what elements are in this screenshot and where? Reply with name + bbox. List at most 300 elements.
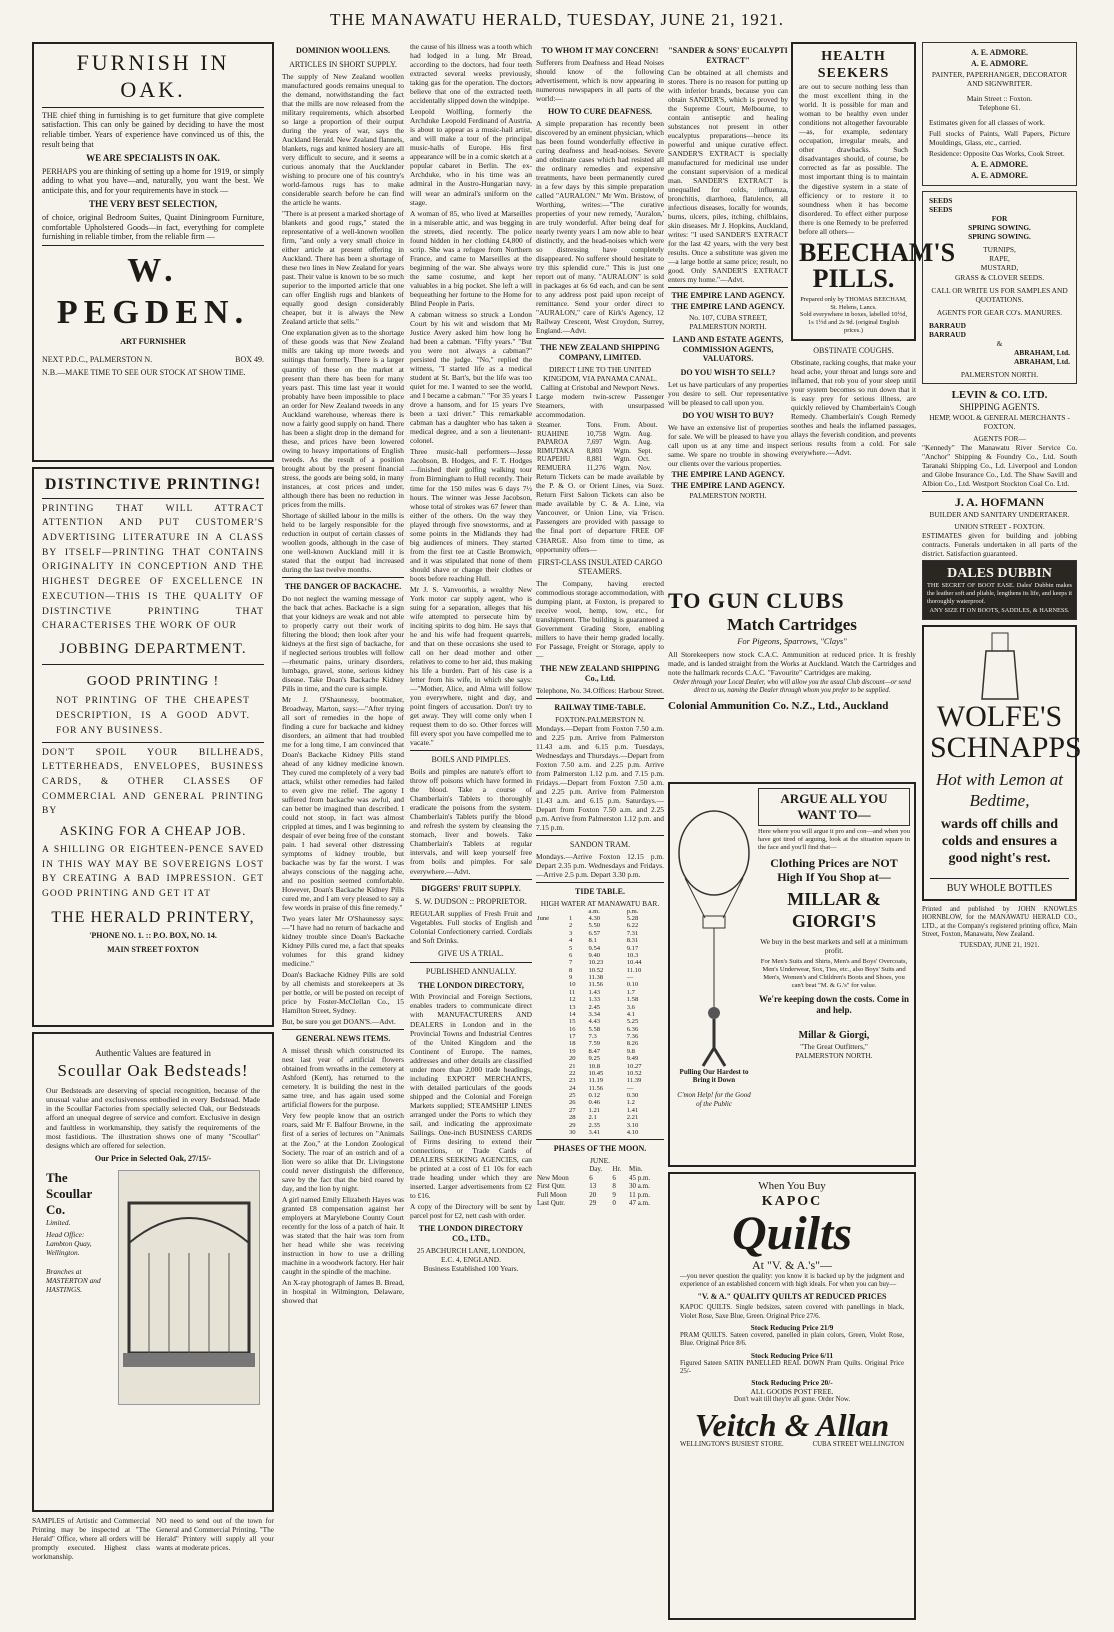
tide-row-cell: 20 <box>569 1055 576 1063</box>
tide-row <box>536 981 664 988</box>
tide-row-cell: 18 <box>569 1040 576 1048</box>
quilts-p2b: Stock Reducing Price 6/11 <box>750 1350 834 1360</box>
tide-row-cell: 6.22 <box>626 922 639 930</box>
moon-row <box>536 1199 664 1208</box>
tide-row-cell: 17 <box>569 1033 576 1041</box>
tide-row <box>536 967 664 974</box>
tide-row-cell <box>536 930 568 937</box>
shipping-col-2: From. <box>613 421 631 430</box>
moon-row-cell: 45 p.m. <box>629 1173 651 1182</box>
seeds-item-2: MUSTARD, <box>980 263 1019 273</box>
bedstead-illustration <box>118 1170 260 1405</box>
tide-row-cell <box>536 1114 568 1121</box>
backache-p3: Two years later Mr O'Shaunessy says:—"I have had no return of backache and kidney trouble since Doan's Backache Kidney Pills cured me, a fact that speaks volumes for this grand kidney medicine." <box>282 914 404 969</box>
tide-row-cell <box>536 922 568 929</box>
empire-t3: THE EMPIRE LAND AGENCY. <box>671 469 785 479</box>
tide-row-cell: 2.21 <box>626 1114 639 1122</box>
shipping-row-cell: Nov. <box>638 463 652 472</box>
moon-table-header <box>536 1165 664 1174</box>
tide-row-cell <box>536 1033 568 1040</box>
tide-row-cell: 13 <box>569 1003 576 1011</box>
tide-row <box>536 945 664 952</box>
tide-row-cell: 10.23 <box>588 959 604 967</box>
levin-sub: SHIPPING AGENTS. <box>959 402 1040 413</box>
railway-title: RAILWAY TIME-TABLE. <box>554 702 646 712</box>
pegden-box: BOX 49. <box>235 354 264 364</box>
millar-argue: ARGUE ALL YOU WANT TO— <box>758 788 910 826</box>
directory-co: THE LONDON DIRECTORY CO., LTD., <box>418 1224 524 1243</box>
tide-row <box>536 930 664 937</box>
tide-row-cell: 22 <box>569 1069 576 1077</box>
tide-row-cell: 4 <box>569 937 573 945</box>
directory-addr: 25 ABCHURCH LANE, LONDON, E.C. 4, ENGLAND. <box>416 1245 526 1264</box>
tide-row <box>536 937 664 944</box>
admore-st: Main Street :: Foxton. <box>966 93 1033 103</box>
woollens-title: DOMINION WOOLLENS. <box>295 46 391 55</box>
tide-row-cell <box>536 1063 568 1070</box>
tide-row-cell: 10.3 <box>626 951 639 959</box>
backache-p2: Mr J. O'Shaunessy, bootmaker, Broadway, Marton, says:—"After trying all sort of remedies in the hope of finding a cure for backache and kidney disorders, an ailment that had troubled me for a long time, I am convinced that Doan's Backache Kidney Pills stand ahead of any kidney medicine known. They cured me completely of a very bad attack, whilst other remedies had failed to even give me relief. The agony I suffered from backache was awful, and can better be imagined than described. I could not stoop, in fact was almost crippled at times, and I was beginning to despair of ever being free of the constant pain. I had several other distressing symptoms of kidney trouble, but backache was by far the worst. I was always conscious of the nagging ache, and no position seemed comfortable. However, Doan's Backache Kidney Pills cured me, and I am very pleased to say a few words in praise of this fine remedy." <box>282 695 404 913</box>
seeds-ad <box>922 191 1077 384</box>
shipping-row-cell: Aug. <box>638 438 652 447</box>
quilts-p1: KAPOC QUILTS. Single bedsizes, sateen covered with panellings in black, Violet Rose, Saxe Blue, Green. Original Price 27/6. <box>680 1304 904 1320</box>
dales-get: ANY SIZE IT ON BOOTS, SADDLES, & HARNESS. <box>929 607 1070 615</box>
tide-row-cell: 4.43 <box>588 1018 601 1026</box>
tide-row-cell <box>536 981 568 988</box>
moon-row-cell: 0 <box>612 1199 616 1208</box>
tide-row-cell: 8.1 <box>588 937 597 945</box>
admore-tel: Telephone 61. <box>978 102 1021 112</box>
tide-row <box>536 1055 664 1062</box>
tide-row-cell <box>536 1085 568 1092</box>
moon-row-cell: 29 <box>589 1199 597 1208</box>
seeds-b1: BARRAUD <box>929 320 966 330</box>
tide-row-cell: 2.1 <box>588 1114 597 1122</box>
seeds-item-3: GRASS & CLOVER SEEDS. <box>954 272 1045 282</box>
railway-sub: FOXTON-PALMERSTON N. <box>555 714 645 724</box>
tide-row-cell: 10.52 <box>626 1069 642 1077</box>
shipping-row-cell: 7,697 <box>586 438 603 447</box>
dales-body: THE SECRET OF BOOT EASE. Dales' Dubbin makes the leather soft and pliable, lengthens its life, and keeps it thoroughly waterproof. <box>927 582 1072 605</box>
shipping-col-3: About. <box>638 421 658 430</box>
tide-row-cell <box>536 1048 568 1055</box>
sanders-body: Can be obtained at all chemists and stores. There is no reason for putting up with inferior brands, because you can obtain SANDER'S, which is proved by the Supreme Court, Melbourne, to contain antiseptic and healing substances not present in other eucalyptus preparations—hence its powerful and unique curative effect. SANDER'S EXTRACT is specially manufactured for medicinal use under the constant supervision of a medical man. SANDER'S EXTRACT is unequalled for colds, influenza, bronchitis, diarrhoea, flatulence, all infectious diseases, locally for wounds, burns, ulcers, piles, itching, chilblains, skin diseases. Mr J. Hopkins, Auckland, writes: "I used SANDER'S EXTRACT for the last 42 years, with the very best results. Once a substitute was given me—a large bottle at same price; result, no good. Only SANDER'S EXTRACT enters my home."—Advt. <box>668 67 788 285</box>
hofmann-st: UNION STREET - FOXTON. <box>954 522 1045 532</box>
levin-title: LEVIN & CO. LTD. <box>951 388 1048 401</box>
bottle-illustration <box>930 631 1069 701</box>
shipping-tel: Telephone, No. 34. <box>536 685 593 695</box>
printing-body: PRINTING THAT WILL ATTRACT ATTENTION AND PUT CUSTOMER'S ADVERTISING LITERATURE IN A CLASS BY ITSELF—PRINTING THAT CONTAINS ORIGINALITY IN CONCEPTION AND THE HIGHEST DEGREE OF EXCELLENCE IN EXECUTION—THIS IS THE QUALITY OF DISTINCTIVE PRINTING THAT CHARACTERISES THE WORK OF OUR <box>42 503 264 632</box>
hofmann-sub: BUILDER AND SANITARY UNDERTAKER. <box>929 510 1070 520</box>
tide-row <box>536 1085 664 1092</box>
tide-row <box>536 1063 664 1070</box>
shipping-row-cell: 8,803 <box>586 446 603 455</box>
admore-res: Residence: Opposite Oas Works, Cook Street. <box>929 148 1065 158</box>
tide-row-cell <box>536 1070 568 1077</box>
millar-keep: We're keeping down the costs. Come in and help. <box>758 994 910 1016</box>
tram-body: Mondays.—Arrive Foxton 12.15 p.m. Depart 2.35 p.m. Wednesdays and Fridays.—Arrive 2.5 p.m. Depart 3.30 p.m. <box>536 851 664 879</box>
general-p3: A girl named Emily Elizabeth Hayes was granted £8 compensation against her employers at Marylebone County Court recently for the loss of a patch of hair. It was stated that the hair was torn from her head while she was receiving instruction in how to use a drilling machine in a woodwork factory. Her hair caught in the spindle of the machine. <box>282 1194 404 1276</box>
wolfe-wards: wards off chills and colds and ensures a good night's rest. <box>940 817 1059 867</box>
tide-sub: HIGH WATER AT MANAWATU BAR. <box>540 898 660 908</box>
tide-row-cell: 11.38 <box>588 974 604 982</box>
moon-row-cell: 9 <box>612 1190 616 1199</box>
mid-p3: A woman of 85, who lived at Marseilles in a miserable attic, and was begging in the streets, died recently. The police found hidden in her clothing £4,800 of scrip. She was a refugee from Northern France, and came to Marseilles at the beginning of the war. She always wore the same costume, and kept her valuables in a big pocket. She left a will bequeathing her fortune to the Home for Blind People in Paris. <box>410 208 532 308</box>
tide-row-cell: 7.36 <box>626 1033 639 1041</box>
quilts-p3b: Stock Reducing Price 20/- <box>751 1378 833 1388</box>
moon-col-0 <box>536 1165 588 1174</box>
tide-row-cell: 3.34 <box>588 1010 601 1018</box>
beechams-prep: Prepared only by THOMAS BEECHAM, St. Helens, Lancs. <box>800 295 907 311</box>
tide-col-0 <box>536 908 568 915</box>
tide-row-cell: 9 <box>569 974 573 982</box>
tide-row-cell: 11.56 <box>588 981 604 989</box>
tide-row-cell: 16 <box>569 1025 576 1033</box>
column-6 <box>922 42 1082 950</box>
mid-p1: the cause of his illness was a tooth which had lodged in a lung. Mr Bread, according to the doctors, had four teeth extracted several weeks previously, taking gas for the operation. The doctors believe that one of the extracted teeth accidentally slipped down the windpipe. <box>410 42 532 106</box>
tide-row-cell: 11 <box>569 988 576 996</box>
hofmann-body: ESTIMATES given for building and jobbing contracts. Funerals undertaken in all parts of the district. Satisfaction guaranteed. <box>922 531 1077 559</box>
millar-outfit: "The Great Outfitters," <box>800 1042 868 1052</box>
furnish-p3: of choice, original Bedroom Suites, Quaint Diningroom Furniture, comfortable Upholstered Goods—in fact, everything for complete furnishing in reliable timber, from the reliable firm — <box>42 212 264 242</box>
moon-row-cell: 11 p.m. <box>629 1190 650 1199</box>
moon-row-cell: 8 <box>612 1182 616 1191</box>
backache-title: THE DANGER OF BACKACHE. <box>284 582 402 592</box>
seeds-s1: SPRING SOWING. <box>968 223 1031 233</box>
shipping-row <box>536 438 664 447</box>
wolfe-buy: BUY WHOLE BOTTLES <box>946 882 1053 894</box>
millar-list: For Men's Suits and Shirts, Men's and Boys' Overcoats, Men's Underwear, Sox, Ties, etc., also Boys' Suits and Men's, Women's and Children's Boots and Shoes, you can't beat "M. & G.'s" for value. <box>760 958 908 990</box>
tide-row-cell: 2 <box>569 922 573 930</box>
moon-row <box>536 1174 664 1183</box>
empire-t4: THE EMPIRE LAND AGENCY. <box>671 480 785 490</box>
directory-est: Business Established 100 Years. <box>423 1263 519 1273</box>
quilts-p1b: Stock Reducing Price 21/9 <box>750 1322 834 1332</box>
mid-p2: Leopold Wolfling, formerly the Archduke Leopold Ferdinand of Austria, is about to appear as a music-hall artist, and will make a tour of the principal music-halls of Europe. His first appearance will be in a comic sketch at a popular cabaret in Berlin. The ex-Archduke, who in his time was an admiral in the Austro-Hungarian navy, will wear an admiral's uniform on the stage. <box>410 107 532 207</box>
moon-row-cell: Full Moon <box>537 1190 567 1199</box>
samples-notice: SAMPLES of Artistic and Commercial Printing may be inspected at "The Herald" Office, where all orders will be promptly executed. Highest class workmanship. <box>32 1516 150 1561</box>
admore-stock: Full stocks of Paints, Wall Papers, Picture Mouldings, Glass, etc., carried. <box>929 128 1070 147</box>
scoullar-office: Head Office: Lambton Quay, Wellington. <box>46 1229 92 1257</box>
shipping-row-cell: Wgtn. <box>613 429 631 438</box>
scoullar-limited: Limited. <box>46 1217 71 1227</box>
tide-row-cell: 1.7 <box>626 988 635 996</box>
tide-row-cell: 1 <box>569 915 573 923</box>
tide-row-cell: — <box>626 1084 634 1092</box>
tide-row-cell: 28 <box>569 1114 576 1122</box>
coughs-body: Obstinate, racking coughs, that make your head ache, your throat and lungs sore and inflamed, that rob you of your sleep until your system becomes so run down that it is easy prey for serious illness, are quickly relieved by Chamberlain's Cough Remedy. Chamberlain's Cough Remedy soothes and heals the inflamed passages, allays the feverish condition, and prevents serious results from a cold. For sale everywhere.—Advt. <box>791 357 916 457</box>
moon-col-1: Day. <box>589 1165 603 1174</box>
tide-row-cell: 9.8 <box>626 1047 635 1055</box>
quilts-ad <box>668 1172 916 1620</box>
tide-row-cell <box>536 996 568 1003</box>
tide-row-cell <box>536 1004 568 1011</box>
moon-row-cell: 20 <box>589 1190 597 1199</box>
directory-copy: A copy of the Directory will be sent by parcel post for £2, nett cash with order. <box>410 1202 532 1221</box>
levin-agents: AGENTS FOR— <box>973 434 1026 444</box>
moon-col-3: Min. <box>629 1165 643 1174</box>
shipping-calling: Calling at Cristobal and Newport News. <box>540 382 660 392</box>
quilts-title: Quilts <box>731 1207 853 1261</box>
tide-row <box>536 1129 664 1136</box>
general-p2: Very few people know that an ostrich roars, said Mr F. Balfour Browne, in the first of a series of lectures on "Animals at the Zoo," at the London Zoological Society. The roar of an ostrich and of a lion were so alike that Dr. Livingstone could never distinguish the difference, save by the fact that the bird roared by day, and the lion by night. <box>282 1111 404 1193</box>
tide-row-cell: 8 <box>569 966 573 974</box>
tide-row-cell: 25 <box>569 1092 576 1100</box>
seeds-item-1: RAPE, <box>989 254 1010 264</box>
shipping-title: THE NEW ZEALAND SHIPPING COMPANY, LIMITED. <box>540 343 660 363</box>
seeds-a1: ABRAHAM, Ltd. <box>1013 347 1070 357</box>
moon-row-cell: New Moon <box>537 1173 569 1182</box>
pegden-name: W. PEGDEN. <box>56 252 250 331</box>
seeds-s2: SPRING SOWING. <box>968 232 1031 242</box>
seeds-town: PALMERSTON NORTH. <box>960 369 1039 379</box>
tide-row-cell: 1.41 <box>626 1106 639 1114</box>
tide-row <box>536 1004 664 1011</box>
tide-row-cell: 3.10 <box>626 1121 639 1129</box>
tide-row <box>536 1107 664 1114</box>
directory-head: PUBLISHED ANNUALLY. <box>425 966 517 976</box>
health-body: are out to secure nothing less than the most excellent thing in the world. It is possible for man and woman to be healthy even under conditions not altogether favourable—as, for example, sedentary occupation, irregular meals, and other drawbacks. Such disadvantages should, of course, be corrected as far as possible. The most important thing is to maintain the digestive system in a state of efficiency or to restore it to soundness when it has become disordered. To effect either purpose there is one Remedy to be preferred before all others— <box>799 82 908 236</box>
moon-row-cell: 47 a.m. <box>629 1199 650 1208</box>
moon-title: PHASES OF THE MOON. <box>553 1144 647 1154</box>
shipping-row-cell: Wgtn. <box>613 455 631 464</box>
printing-body2: DON'T SPOIL YOUR BILLHEADS, LETTERHEADS, ENVELOPES, BUSINESS CARDS, & OTHER CLASSES OF COMMERCIAL AND GENERAL PRINTING BY <box>42 747 264 817</box>
tide-row-cell <box>536 1018 568 1025</box>
admore-n1: A. E. ADMORE. <box>970 48 1029 57</box>
tide-row-cell: 5.28 <box>626 915 639 923</box>
empire-addr2: PALMERSTON NORTH. <box>689 491 767 501</box>
shipping-row-cell: REMUERA <box>537 463 572 472</box>
admore-n2: A. E. ADMORE. <box>970 58 1029 68</box>
diggers-title: DIGGERS' FRUIT SUPPLY. <box>421 883 521 893</box>
tide-row-cell <box>536 1040 568 1047</box>
woollens-p3: One explanation given as to the shortage of these goods was that New Zealand mills are taking up more tweeds and suitings than formerly. There is a larger quantity of these on the market at present than there has been for many years past. This time last year it would probably have been impossible to place an order for New Zealand tweeds in any Auckland warehouse, whereas there is now a fairly good supply on hand. There has been a slight drop in the demand for these, and prices have been lowered owing to heavy importations of English tweeds. As the result of a position brought about by the present financial stress, the goods are being sold, in many instances, at cost prices and under, although there has been no reduction in prices from the mills. <box>282 328 404 509</box>
moon-row-cell: 13 <box>589 1182 597 1191</box>
general-p1: A missel thrush which constructed its nest last year of artificial flowers obtained from wreaths in the cemetery at Ashford (Kent), has returned to the cemetery. It is building the nest in the same tree, and has again used some artificial flowers for the purpose. <box>282 1046 404 1110</box>
pegden-trade: ART FURNISHER <box>120 337 186 347</box>
shipping-table-header <box>536 421 664 430</box>
tide-row-cell <box>536 1107 568 1114</box>
hofmann-title: J. A. HOFMANN <box>954 495 1045 510</box>
tide-row-cell: 9.40 <box>588 951 601 959</box>
shipping-row-cell: 10,758 <box>586 429 606 438</box>
tide-row-cell: 7.3 <box>588 1033 597 1041</box>
tide-row <box>536 1122 664 1129</box>
veitch-allan: Veitch & Allan <box>694 1406 890 1443</box>
seeds-amp: & <box>996 338 1003 348</box>
quilts-free: ALL GOODS POST FREE. <box>750 1387 834 1397</box>
tide-row-cell: 1.43 <box>588 988 601 996</box>
moon-row-cell: First Qutr. <box>537 1182 566 1191</box>
printing-good: GOOD PRINTING ! <box>86 674 220 690</box>
tide-row-cell: 9.17 <box>626 944 639 952</box>
tide-row-cell: 7 <box>569 959 573 967</box>
balloon-illustration <box>674 788 754 1128</box>
admore-n4: A. E. ADMORE. <box>970 170 1029 180</box>
tide-row <box>536 959 664 966</box>
gun-title: TO GUN CLUBS <box>668 588 845 613</box>
tide-row-cell: 19 <box>569 1047 576 1055</box>
printing-body3: A SHILLING OR EIGHTEEN-PENCE SAVED IN THIS WAY MAY BE SOVEREIGNS LOST BY CREATING A BAD IMPRESSION. GET GOOD PRINTING AND GET IT AT <box>42 844 264 900</box>
tide-row-cell: 4.10 <box>626 1128 639 1136</box>
imprint-date: TUESDAY, JUNE 21, 1921. <box>959 941 1040 950</box>
tide-row-cell: 12 <box>569 996 576 1004</box>
scoullar-price: Our Price in Selected Oak, 27/15/- <box>94 1154 212 1164</box>
shipping-line: DIRECT LINE TO THE UNITED KINGDOM, VIA PANAMA CANAL. <box>543 364 657 383</box>
tide-row-cell: 9.54 <box>588 944 601 952</box>
tide-row-cell: 2.35 <box>588 1121 601 1129</box>
masthead: THE MANAWATU HERALD, TUESDAY, JUNE 21, 1921. <box>329 10 785 29</box>
admore-trade: PAINTER, PAPERHANGER, DECORATOR AND SIGNWRITER. <box>931 69 1068 88</box>
seeds-agents: AGENTS FOR GEAR CO's. MANURES. <box>936 307 1063 317</box>
shipping-row-cell: Aug. <box>638 429 652 438</box>
printing-title: DISTINCTIVE PRINTING! <box>44 476 262 493</box>
scoullar-body: Our Bedsteads are deserving of special recognition, because of the unusual value and exclusiveness embodied in every Bedstead. Made in the Scoullar Factories from specially selected Oak, our Bedsteads afford an unequal degree of service and comfort. Exclusive in design and faultless in workmanship, they satisfy the requirements of the most fastidious. The illustration shows one of many "Scoullar" designs which are offered for selection. <box>46 1085 260 1151</box>
shipping-row-cell: Wgtn. <box>613 446 631 455</box>
gun-co: Colonial Ammunition Co. N.Z., Ltd., Auckland <box>668 699 889 712</box>
empire-body1: Let us have particulars of any properties you desire to sell. Our representative will be pleased to call upon you. <box>668 379 788 407</box>
tide-row-cell: 10.52 <box>588 966 604 974</box>
millar-town: PALMERSTON NORTH. <box>795 1051 873 1061</box>
admore-ad <box>922 42 1077 186</box>
moon-row-cell: 6 <box>589 1173 593 1182</box>
tide-row <box>536 974 664 981</box>
beechams-sold: Sold everywhere in boxes, labelled 10½d, 1s 1½d and 2s 9d. (original English prices.) <box>799 311 908 334</box>
wolfe-title: WOLFE'S SCHNAPPS <box>930 699 1082 765</box>
tide-row-cell: 30 <box>569 1128 576 1136</box>
sanders-title: "SANDER & SONS' EUCALYPTI EXTRACT" <box>668 46 788 65</box>
tide-row-cell <box>536 1026 568 1033</box>
shipping-row-cell: RIMUTAKA <box>537 446 575 455</box>
tide-row-cell: 0.30 <box>626 1092 639 1100</box>
tide-row-cell <box>536 937 568 944</box>
tide-row-cell: 0.12 <box>588 1092 601 1100</box>
seeds-item-0: TURNIPS, <box>983 245 1016 255</box>
tide-row-cell: 11.39 <box>626 1077 642 1085</box>
tide-row-cell <box>536 959 568 966</box>
tide-row-cell: 1.21 <box>588 1106 601 1114</box>
millar-name: MILLAR & GIORGI'S <box>787 889 881 932</box>
furnish-p1: THE chief thing in furnishing is to get furniture that give complete satisfaction. This can only be gained by deciding to have the most reliable timber. Years of experience have convinced us of this, the result being that <box>42 110 264 149</box>
shipping-row-cell: 8,881 <box>586 455 603 464</box>
seeds-for: FOR <box>991 214 1008 224</box>
tide-row-cell: 6.36 <box>626 1025 639 1033</box>
concern-body: Sufferers from Deafness and Head Noises should know of the following advertisement, which is now appearing in numerous newspapers in all parts of the world:— <box>536 57 664 103</box>
quilts-body: —you never question the quality: you know it is backed up by the judgment and experience of an established concern with high ideals. For when you can buy— <box>680 1273 904 1289</box>
quilts-reduced: "V. & A." QUALITY QUILTS AT REDUCED PRICES <box>697 1291 887 1301</box>
furnish-ad <box>32 42 274 462</box>
scoullar-branches: Branches at MASTERTON and HASTINGS. <box>46 1266 101 1294</box>
tide-row <box>536 1018 664 1025</box>
millar-help: C'mon Help! for the Good of the Public <box>677 1091 751 1108</box>
tide-row-cell: 5.50 <box>588 922 601 930</box>
tide-row-cell: 10.8 <box>588 1062 601 1070</box>
tide-row-cell: 21 <box>569 1062 576 1070</box>
mid-p6: Mr J. S. Vanvoorhis, a wealthy New York motor car supply agent, who is suing for a separation, alleges that his wife attempted to persecute him by inciting spirits to dog him. He says that he and his wife had frequent quarrels, and that on these occasions she used to call on her dead mother and other relatives to come to her aid, thus making his life a burden. Part of his case is a letter from his wife, in which she says:—"Mother, Alice, and Alma will follow you everywhere, night and day, and point fingers of accusation. Don't try to get away. They will come only when I request them to do so. Other forces will fill every spot you have compelled me to vacate." <box>410 584 532 748</box>
tide-row-cell: 4.30 <box>588 915 601 923</box>
tide-row-cell: 1.2 <box>626 1099 635 1107</box>
tide-row-cell: 11.19 <box>588 1077 604 1085</box>
millar-ad <box>668 782 916 1167</box>
tide-row-cell <box>536 1077 568 1084</box>
empire-sell: DO YOU WISH TO SELL? <box>680 368 776 378</box>
tide-row-cell <box>536 1099 568 1106</box>
tide-row-cell: 10.45 <box>588 1069 604 1077</box>
shipping-table <box>536 421 664 472</box>
printing-cheap: ASKING FOR A CHEAP JOB. <box>59 823 247 839</box>
tide-row-cell <box>536 1011 568 1018</box>
tide-row-cell: 0.46 <box>588 1099 601 1107</box>
millar-sign: Millar & Giorgi, <box>798 1030 870 1042</box>
tide-row <box>536 915 664 922</box>
shipping-row-cell: PAPAROA <box>537 438 569 447</box>
tide-row-cell <box>536 1092 568 1099</box>
millar-argue-sub: Here where you will argue it pro and con—and when you have got tired of arguing, look at the situation square in the face and you'll find that— <box>758 827 910 851</box>
shipping-body: Return Tickets can be made available by the P. & O. or Orient Lines, via Suez. Return First Saloon Tickets can also be made available by C. & A. Line, via Vancouver, or Union Line, via 'Frisco. Passengers are provided with passage to the final port of departure FREE OF CHARGE. Also from time to time, as opportunity offers— <box>536 472 664 554</box>
printing-name: THE HERALD PRINTERY, <box>51 908 255 926</box>
tide-row <box>536 952 664 959</box>
shipping-cargo: FIRST-CLASS INSULATED CARGO STEAMERS. <box>537 557 663 577</box>
general-p4: An X-ray photograph of James B. Bread, in hospital in Wilmington, Delaware, showed that <box>282 1277 404 1306</box>
boils-title: BOILS AND PIMPLES. <box>431 755 511 765</box>
admore-est: Estimates given for all classes of work. <box>929 117 1045 127</box>
tide-row <box>536 989 664 996</box>
tide-title: TIDE TABLE. <box>575 886 625 896</box>
tram-title: SANDON TRAM. <box>569 840 631 850</box>
column-4 <box>668 42 788 582</box>
empire-buy: DO YOU WISH TO BUY? <box>682 410 774 420</box>
directory-body: With Provincial and Foreign Sections, enables traders to communicate direct with MANUFACTURERS AND DEALERS in London and in the Provincial Towns and Industrial Centres of the United Kingdom and the Continent of Europe. The names, addresses and other details are classified under more than 2,000 trade headings, including EXPORT MERCHANTS, with detailed particulars of the goods shipped and the Colonial and Foreign Markets supplied; STEAMSHIP LINES arranged under the Ports to which they sail, and indicating the approximate Sailings. One-inch BUSINESS CARDS of Firms desiring to extend their connections, or Trade Cards of DEALERS SEEKING AGENCIES, can be printed at a cost of £1 10s for each trade heading under which they are inserted. Larger advertisements from £2 to £16. <box>410 992 532 1201</box>
scoullar-title: Scoullar Oak Bedsteads! <box>57 1060 249 1080</box>
tide-row-cell: 10.27 <box>626 1062 642 1070</box>
tide-row-cell: 5 <box>569 944 573 952</box>
mid-p5: Three music-hall performers—Jesse Jacobson, B. Hodges, and F. T. Hodges—finished their golfing walking tour from Birmingham to Hull recently. Their time for the 150 miles was 6 days 7½ hours. The winner was Jesse Jacobson, whose total of strokes was 67 fewer than either of the others. On the way they played through five snowstorms, and at some points in the Midlands they had big audiences of miners. They started from the first tee at Castle Bromwich, and it was stipulated that none of them should shave or change their clothes or boots before reaching Hull. <box>410 447 532 583</box>
shipping-row-cell: RUAPEHU <box>537 455 571 464</box>
tide-row-cell: 3.6 <box>626 1003 635 1011</box>
tide-row-cell: 11.10 <box>626 966 642 974</box>
tide-row <box>536 1099 664 1106</box>
moon-col-2: Hr. <box>612 1165 622 1174</box>
tide-row <box>536 1040 664 1047</box>
gun-order: Order through your Local Dealer, who will allow you the usual Club discount—or send direct to us, naming the Dealer through whom you prefer to be supplied. <box>673 679 911 695</box>
tide-row-cell: 4.1 <box>626 1010 635 1018</box>
tide-row-cell: 2.45 <box>588 1003 601 1011</box>
quilts-p3: Figured Sateen SATIN PANELLED REAL DOWN Pram Quilts. Original Price 25/- <box>680 1359 904 1375</box>
shipping-body2: The Company, having erected commodious storage accommodation, with dumping plant, at Foxton, is prepared to receive wool, hemp, tow, etc., for transhipment. The building is guaranteed a Government Grading Store, enabling millers to have their hemp graded locally. For Passage, Freight or Storage, apply to — <box>536 579 664 661</box>
shipping-apply: THE NEW ZEALAND SHIPPING Co., Ltd. <box>540 664 660 684</box>
empire-body2: We have an extensive list of properties for sale. We will be pleased to have you call upon us at any time and inspect same. We spare no trouble in showing our clients over the various properties. <box>668 422 788 468</box>
column-2 <box>282 42 532 1307</box>
seeds-b2: BARRAUD <box>929 329 966 339</box>
tide-row <box>536 1011 664 1018</box>
tide-row-cell: June <box>537 915 550 923</box>
shipping-row <box>536 430 664 439</box>
gun-sub: Match Cartridges <box>727 614 857 634</box>
shipping-row <box>536 464 664 473</box>
shipping-row <box>536 447 664 456</box>
tide-row-cell: 8.47 <box>588 1047 601 1055</box>
pegden-nb: N.B.—MAKE TIME TO SEE OUR STOCK AT SHOW TIME. <box>42 367 246 377</box>
tide-row-cell <box>536 945 568 952</box>
tide-row-cell: 3.41 <box>588 1128 601 1136</box>
shipping-col-0: Steamer. <box>537 421 562 430</box>
imprint: Printed and published by JOHN KNOWLES HORNBLOW, for the MANAWATU HERALD CO., LTD., at the Company's registered printing office, Main Street, Foxton, Manawatu, New Zealand. <box>922 906 1077 938</box>
tide-row-cell <box>536 1129 568 1136</box>
woollens-sub: ARTICLES IN SHORT SUPPLY. <box>289 59 397 69</box>
dales-title: DALES DUBBIN <box>947 566 1052 582</box>
tide-row-cell: 7.59 <box>588 1040 601 1048</box>
woollens-p4: Shortage of skilled labour in the mills is held to be largely responsible for the reduction in output of certain classes of woollen goods, although in the case of one well-known Auckland mill it is stated that the output had increased during the last twelve months. <box>282 511 404 575</box>
